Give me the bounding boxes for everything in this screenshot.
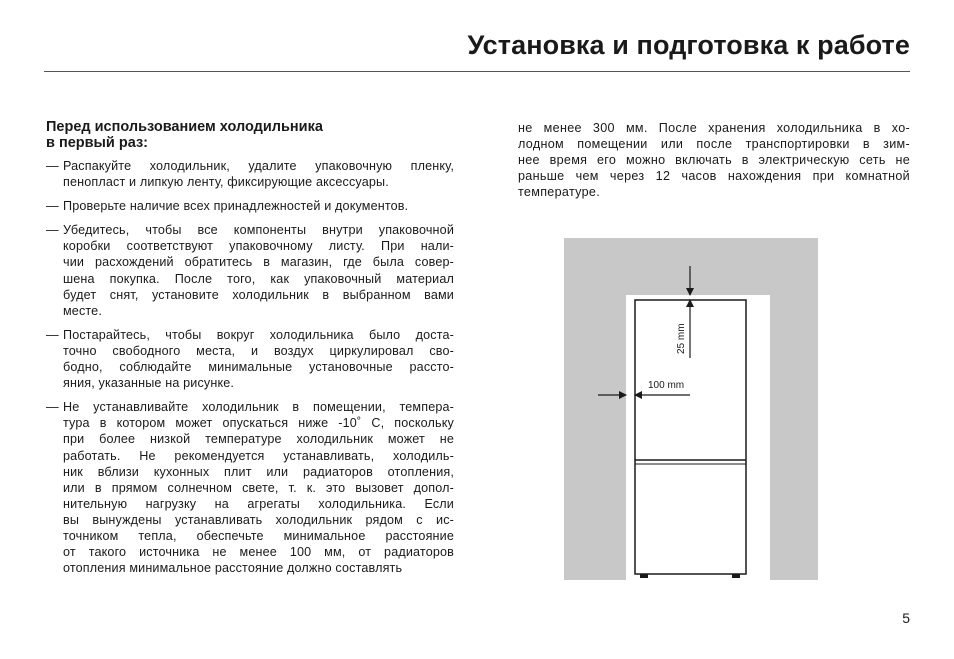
list-item xyxy=(46,399,454,576)
list-item-line: будет снят, установите холодильник в выбранном вами xyxy=(63,287,454,302)
side-clearance-label: 100 mm xyxy=(648,380,685,391)
list-dash: — xyxy=(46,159,59,173)
list-item-line: Проверьте наличие всех принадлежностей и документов. xyxy=(63,199,409,214)
list-item xyxy=(46,222,454,319)
title-rule xyxy=(44,71,910,72)
list-item-line: Постарайтесь, чтобы вокруг холодильника было доста- xyxy=(63,327,454,342)
list-item-line: или в прямом солнечном свете, т. к. это вызовет допол- xyxy=(63,480,454,495)
list-item-line: от такого источника не менее 100 мм, от радиаторов xyxy=(63,545,454,560)
list-item xyxy=(46,158,454,190)
page-number: 5 xyxy=(902,610,910,626)
list-item xyxy=(46,327,454,391)
list-item-line: пенопласт и липкую ленту, фиксирующие аксессуары. xyxy=(63,175,389,190)
list-dash: — xyxy=(46,223,59,238)
list-item-line: точно свободного места, и воздух циркулировал сво- xyxy=(63,343,454,358)
paragraph-line: лодном помещении или после транспортировки в зим- xyxy=(518,137,910,152)
list-item-line: нительную нагрузку на агрегаты холодильника. Если xyxy=(63,496,454,511)
list-dash: — xyxy=(46,400,59,415)
list-item-line: чии расхождений обратитесь в магазин, где была совер- xyxy=(63,255,454,270)
top-clearance-label: 25 mm xyxy=(676,323,687,354)
list-item-line: точником тепла, обеспечьте минимальное расстояние xyxy=(63,528,454,543)
list-item-line: бодно, соблюдайте минимальные установочные рассто- xyxy=(63,360,454,375)
paragraph-line: раньше чем через 12 часов нахождения при комнатной xyxy=(518,169,910,184)
paragraph-line: нее время его можно включать в электрическую сеть не xyxy=(518,153,910,168)
list-item xyxy=(46,198,454,214)
list-dash: — xyxy=(46,327,59,342)
right-column-text xyxy=(518,120,910,200)
list-item-line: месте. xyxy=(63,303,102,318)
list-item-line: при более низкой температуре холодильник может не xyxy=(63,432,454,447)
paragraph-line: температуре. xyxy=(518,185,601,200)
section-heading-line-1: Перед использованием холодильника xyxy=(46,119,323,135)
list-item-line: ник вблизи кухонных плит или радиаторов отопления, xyxy=(63,464,454,479)
list-item-line: тура в котором может опускаться ниже -10˚ С, поскольку xyxy=(63,416,454,431)
list-item-line: коробки соответствуют упаковочному листу. При нали- xyxy=(63,239,454,254)
fridge-foot-right xyxy=(732,574,740,578)
list-item-line: Убедитесь, чтобы все компоненты внутри упаковочной xyxy=(63,223,454,238)
list-item-line: работать. Не рекомендуется устанавливать, холодиль- xyxy=(63,448,454,463)
list-item-line: Не устанавливайте холодильник в помещении, темпера- xyxy=(63,400,454,415)
list-dash: — xyxy=(46,199,59,214)
list-item-line: яния, указанные на рисунке. xyxy=(63,376,235,391)
installation-clearance-figure xyxy=(564,238,820,589)
fridge-foot-left xyxy=(640,574,648,578)
section-heading-line-2: в первый раз: xyxy=(46,134,148,151)
list-item-line: Распакуйте холодильник, удалите упаковочную пленку, xyxy=(63,159,454,173)
list-item-line: шена покупка. После того, как упаковочный материал xyxy=(63,271,454,286)
left-column xyxy=(46,120,454,584)
paragraph-line: не менее 300 мм. После хранения холодильника в хо- xyxy=(518,121,910,135)
section-heading xyxy=(46,120,454,151)
list-item-line: вы вынуждены устанавливать холодильник рядом с ис- xyxy=(63,512,454,527)
page-title: Установка и подготовка к работе xyxy=(467,30,910,60)
list-item-line: отопления минимальное расстояние должно составлять xyxy=(63,561,403,576)
instruction-list xyxy=(46,158,454,576)
clearance-diagram xyxy=(564,238,820,584)
